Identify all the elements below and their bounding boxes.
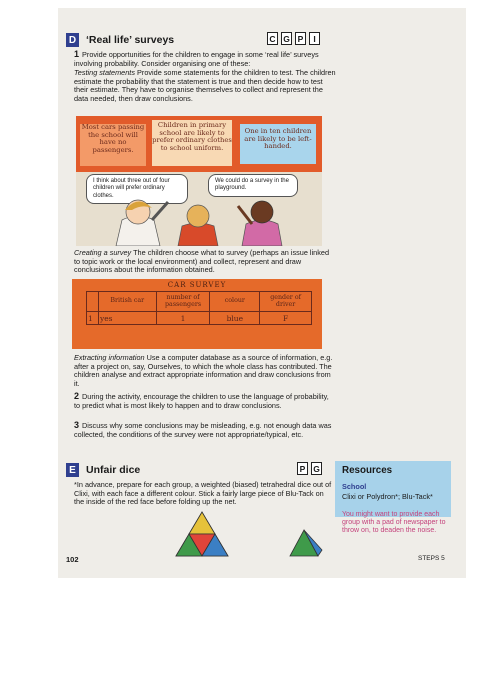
section-d-heading <box>66 33 174 47</box>
badge-g: G <box>311 462 322 475</box>
resources-school: School <box>342 482 367 491</box>
car-survey-table <box>86 291 312 325</box>
statement-card-uniform: Children in primary school are likely to prefer ordinary clothes to school uniform. <box>152 120 232 166</box>
classroom-illustration <box>76 116 322 246</box>
paragraph-3-number: 3 <box>74 420 80 430</box>
testing-text: Provide some statements for the children to test. The children estimate the probability that the statement is true and then decide how to test their estimate. They have to organise themselves to collect and represent the data needed, then draw conclusions. <box>74 68 336 103</box>
section-e-text: *In advance, prepare for each group, a weighted (biased) tetrahedral dice out of Clixi, with each face a different colour. Stick a fairly large piece of Blu-Tack on the inside of the red face before folding up the net. <box>74 480 332 507</box>
table-header: colour <box>210 292 260 312</box>
section-d-letter: D <box>66 33 79 47</box>
badge-g: G <box>281 32 292 45</box>
table-cell: 1 <box>87 312 99 325</box>
paragraph-2-text: During the activity, encourage the children to use the language of probability, to predict what is most likely to happen and to draw conclusions. <box>74 392 329 410</box>
badge-p: P <box>297 462 308 475</box>
section-e-title: Unfair dice <box>86 464 141 476</box>
statement-card-left-handed: One in ten children are likely to be left-handed. <box>240 124 316 164</box>
paragraph-1 <box>74 50 336 68</box>
speech-bubble-left: I think about three out of four children will prefer ordinary clothes. <box>86 174 188 204</box>
paragraph-3 <box>74 421 336 439</box>
statement-card-cars: Most cars passing the school will have no passengers. <box>80 124 146 166</box>
car-survey-board <box>72 279 322 349</box>
paragraph-2-number: 2 <box>74 391 80 401</box>
extracting-label: Extracting information <box>74 353 145 362</box>
table-cell: blue <box>210 312 260 325</box>
table-row <box>87 312 312 325</box>
badge-c: C <box>267 32 278 45</box>
table-header: gender of driver <box>260 292 312 312</box>
section-e-heading <box>66 463 140 477</box>
creating-survey <box>74 249 336 275</box>
table-header: British car <box>98 292 156 312</box>
tetrahedral-dice-illustration <box>170 508 330 560</box>
paragraph-1-text: Provide opportunities for the children to engage in some ‘real life’ surveys involving probability. Consider organising one of these: <box>74 50 319 68</box>
speech-bubble-right: We could do a survey in the playground. <box>208 174 298 197</box>
badge-i: I <box>309 32 320 45</box>
badge-p: P <box>295 32 306 45</box>
table-header: number of passengers <box>156 292 210 312</box>
testing-label: Testing statements <box>74 68 135 77</box>
car-survey-title: CAR SURVEY <box>167 281 227 289</box>
section-e-badges <box>297 462 322 475</box>
resources-note: You might want to provide each group with a pad of newspaper to throw on, to deaden the noise. <box>342 511 446 534</box>
table-cell: 1 <box>156 312 210 325</box>
paragraph-1-number: 1 <box>74 49 80 59</box>
table-header-row <box>87 292 312 312</box>
section-d-badges <box>267 32 320 45</box>
children-drawing <box>76 116 322 246</box>
extracting-information <box>74 354 336 388</box>
resources-title: Resources <box>342 465 393 476</box>
table-cell: F <box>260 312 312 325</box>
creating-label: Creating a survey <box>74 248 132 257</box>
extracting-text: Use a computer database as a source of information, e.g. after a project on, say, Ourselves, to which the whole class has contributed. The children analyse and extract appropriate information and draw conclusions from it. <box>74 353 333 388</box>
creating-text: The children choose what to survey (perhaps an issue linked to topic work or the local environment) and collect, represent and draw conclusions about the information obtained. <box>74 248 330 275</box>
resources-box <box>335 461 451 517</box>
testing-statements <box>74 69 336 103</box>
table-cell: yes <box>98 312 156 325</box>
paragraph-2 <box>74 392 336 410</box>
resources-items: Clixi or Polydron*; Blu-Tack* <box>342 492 433 501</box>
page-number: 102 <box>66 555 79 564</box>
table-header <box>87 292 99 312</box>
footer-label: STEPS 5 <box>418 555 445 562</box>
section-e-letter: E <box>66 463 79 477</box>
section-d-title: ‘Real life’ surveys <box>86 34 175 46</box>
paragraph-3-text: Discuss why some conclusions may be misleading, e.g. not enough data was collected, the conditions of the survey were not appropriate/typical, etc. <box>74 421 332 439</box>
